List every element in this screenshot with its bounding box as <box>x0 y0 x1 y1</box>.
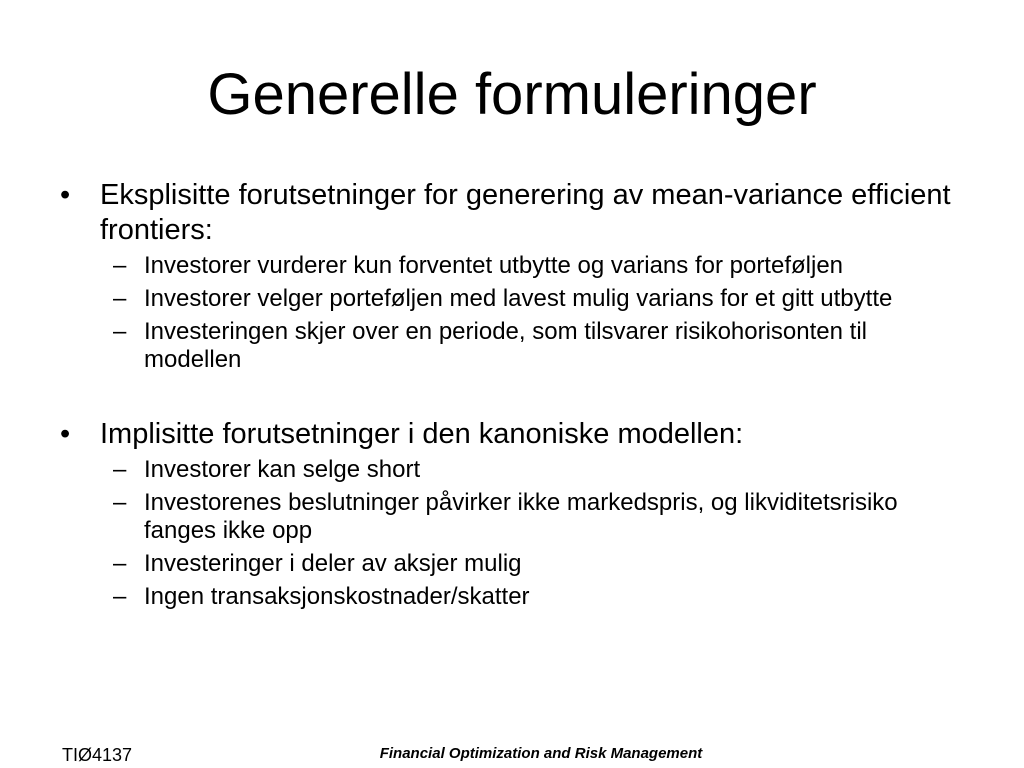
bullet-text: Implisitte forutsetninger i den kanoniske modellen: <box>100 418 744 450</box>
bullet-icon: • <box>60 418 71 450</box>
dash-icon: – <box>113 318 127 345</box>
dash-icon: – <box>113 285 127 312</box>
bullet-section-explicit <box>58 178 958 374</box>
sub-bullet-item <box>58 550 958 578</box>
sub-bullet-text: Ingen transaksjonskostnader/skatter <box>144 583 530 610</box>
sub-bullet-text: Investorenes beslutninger påvirker ikke markedspris, og likviditetsrisiko fanges ikke opp <box>144 489 898 544</box>
sub-bullet-item <box>58 456 958 484</box>
bullet-icon: • <box>60 179 71 211</box>
footer-course-name: Financial Optimization and Risk Management <box>379 745 703 762</box>
slide-content <box>58 178 958 616</box>
sub-bullet-list <box>58 456 958 611</box>
section-spacer <box>58 379 958 417</box>
sub-bullet-text: Investorer kan selge short <box>144 456 421 483</box>
sub-bullet-text: Investeringer i deler av aksjer mulig <box>144 550 522 577</box>
sub-bullet-item <box>58 583 958 611</box>
dash-icon: – <box>113 550 127 577</box>
slide-title: Generelle formuleringer <box>207 62 817 127</box>
footer-course-code: TIØ4137 <box>62 745 133 765</box>
sub-bullet-text: Investorer vurderer kun forventet utbytte og varians for porteføljen <box>144 252 844 279</box>
sub-bullet-item <box>58 489 958 545</box>
sub-bullet-text: Investorer velger porteføljen med lavest mulig varians for et gitt utbytte <box>144 285 893 312</box>
sub-bullet-item <box>58 318 958 374</box>
dash-icon: – <box>113 456 127 483</box>
sub-bullet-text: Investeringen skjer over en periode, som tilsvarer risikohorisonten til modellen <box>144 318 867 373</box>
dash-icon: – <box>113 252 127 279</box>
dash-icon: – <box>113 489 127 516</box>
dash-icon: – <box>113 583 127 610</box>
bullet-item-level1 <box>58 178 958 248</box>
sub-bullet-item <box>58 285 958 313</box>
sub-bullet-item <box>58 252 958 280</box>
sub-bullet-list <box>58 252 958 374</box>
bullet-section-implicit <box>58 417 958 611</box>
bullet-text: Eksplisitte forutsetninger for generering av mean-variance efficient frontiers: <box>100 179 951 246</box>
bullet-item-level1 <box>58 417 958 452</box>
